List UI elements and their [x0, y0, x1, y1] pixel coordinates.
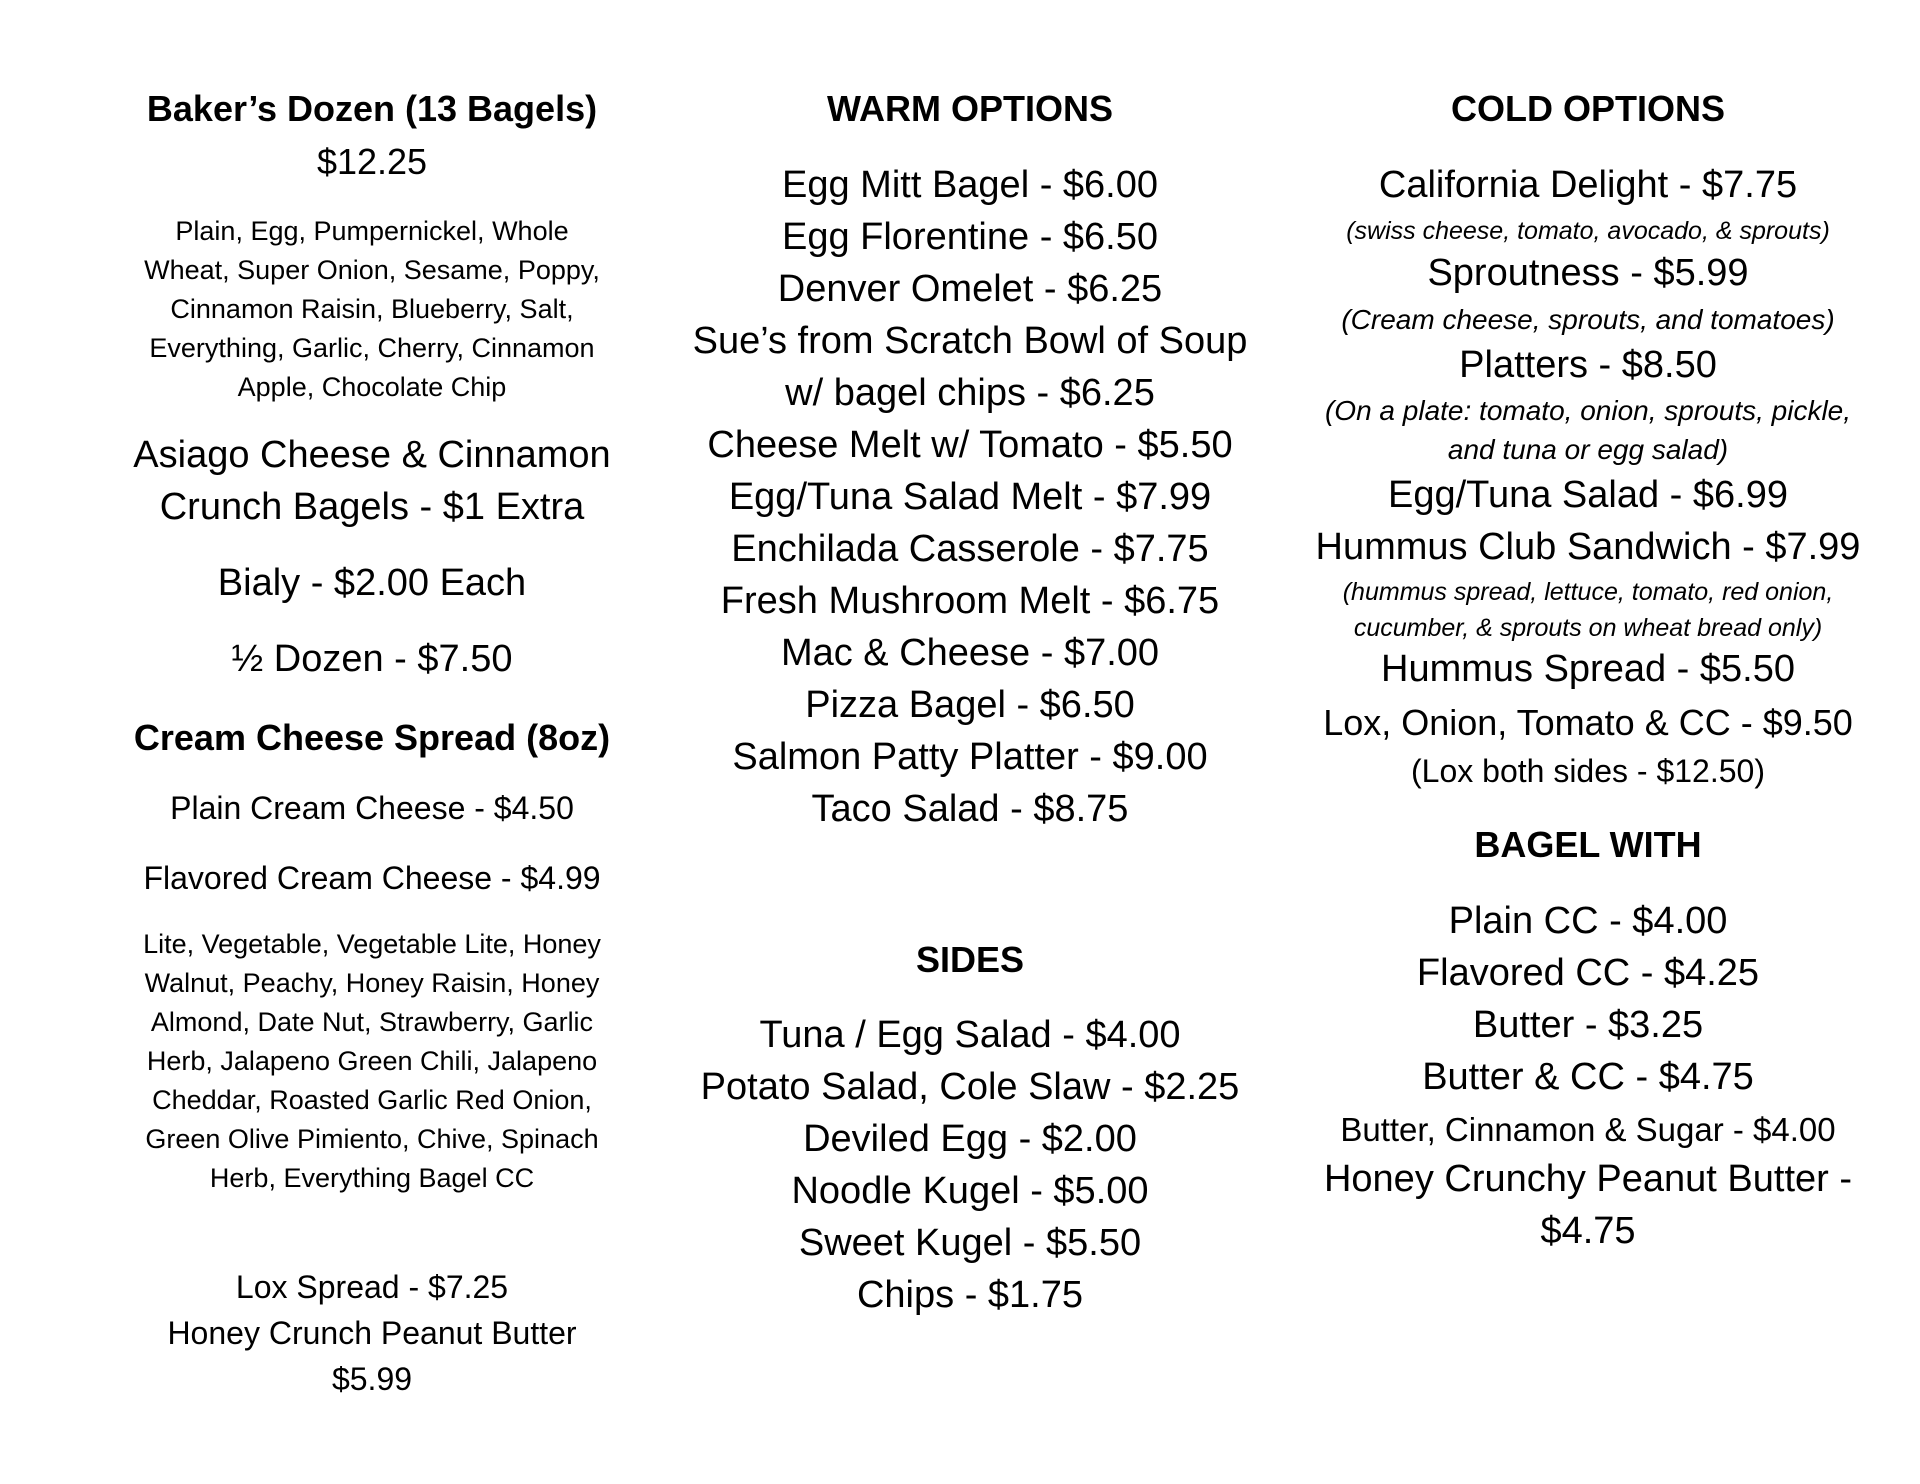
- warm-item: Egg Mitt Bagel - $6.00: [782, 164, 1158, 206]
- sides-title: SIDES: [915, 939, 1025, 980]
- warm-item: Pizza Bagel - $6.50: [805, 684, 1135, 726]
- hummus-spread-item: Hummus Spread - $5.50: [1381, 648, 1795, 690]
- california-desc: (swiss cheese, tomato, avocado, & sprouts): [1346, 217, 1830, 245]
- bagel-flavors-line: Apple, Chocolate Chip: [237, 372, 507, 402]
- honey-crunch-line: $5.99: [331, 1361, 413, 1397]
- bagel-with-item: Honey Crunchy Peanut Butter -: [1323, 1158, 1853, 1200]
- warm-item: Salmon Patty Platter - $9.00: [732, 736, 1208, 778]
- asiago-line: Crunch Bagels - $1 Extra: [159, 486, 585, 528]
- bakers-dozen-price: $12.25: [316, 141, 428, 182]
- bagel-with-item: Butter - $3.25: [1472, 1004, 1704, 1046]
- bagel-flavors-line: Cinnamon Raisin, Blueberry, Salt,: [170, 294, 574, 324]
- warm-item: Enchilada Casserole - $7.75: [731, 528, 1209, 570]
- lox-spread-item: Lox Spread - $7.25: [235, 1269, 509, 1305]
- side-item: Deviled Egg - $2.00: [803, 1118, 1137, 1160]
- cc-flavors-line: Cheddar, Roasted Garlic Red Onion,: [152, 1085, 592, 1115]
- warm-item: Sue’s from Scratch Bowl of Soup: [692, 320, 1248, 362]
- cc-flavors-line: Herb, Everything Bagel CC: [209, 1163, 535, 1193]
- side-item: Chips - $1.75: [856, 1274, 1083, 1316]
- hummus-club-item: Hummus Club Sandwich - $7.99: [1315, 526, 1861, 568]
- warm-item: Mac & Cheese - $7.00: [780, 632, 1160, 674]
- side-item: Sweet Kugel - $5.50: [798, 1222, 1142, 1264]
- lox-both-item: (Lox both sides - $12.50): [1411, 753, 1765, 789]
- bagel-with-item: $4.75: [1540, 1210, 1636, 1252]
- bagel-flavors-line: Wheat, Super Onion, Sesame, Poppy,: [144, 255, 600, 285]
- bagel-flavors-line: Plain, Egg, Pumpernickel, Whole: [175, 216, 569, 246]
- platters-desc: and tuna or egg salad): [1447, 434, 1729, 465]
- egg-tuna-salad-item: Egg/Tuna Salad - $6.99: [1388, 474, 1788, 516]
- warm-item: Egg/Tuna Salad Melt - $7.99: [728, 476, 1212, 518]
- plain-cream-cheese-item: Plain Cream Cheese - $4.50: [170, 790, 574, 826]
- cc-flavors-line: Lite, Vegetable, Vegetable Lite, Honey: [143, 929, 601, 959]
- bagel-flavors-line: Everything, Garlic, Cherry, Cinnamon: [149, 333, 595, 363]
- bagel-with-item: Plain CC - $4.00: [1448, 900, 1728, 942]
- bagel-with-title: BAGEL WITH: [1474, 824, 1702, 865]
- half-dozen-item: ½ Dozen - $7.50: [231, 638, 513, 680]
- cc-flavors-line: Almond, Date Nut, Strawberry, Garlic: [150, 1007, 594, 1037]
- cc-flavors-line: Walnut, Peachy, Honey Raisin, Honey: [144, 968, 600, 998]
- side-item: Noodle Kugel - $5.00: [791, 1170, 1149, 1212]
- platters-desc: (On a plate: tomato, onion, sprouts, pickle,: [1324, 395, 1852, 426]
- bagel-with-item: Flavored CC - $4.25: [1416, 952, 1760, 994]
- honey-crunch-line: Honey Crunch Peanut Butter: [167, 1315, 577, 1351]
- hummus-club-desc: cucumber, & sprouts on wheat bread only): [1353, 614, 1823, 642]
- california-item: California Delight - $7.75: [1378, 164, 1798, 206]
- hummus-club-desc: (hummus spread, lettuce, tomato, red onion,: [1342, 578, 1834, 606]
- sproutness-desc: (Cream cheese, sprouts, and tomatoes): [1341, 304, 1835, 335]
- bagel-with-item: Butter & CC - $4.75: [1422, 1056, 1754, 1098]
- warm-item: w/ bagel chips - $6.25: [785, 372, 1155, 414]
- warm-item: Egg Florentine - $6.50: [781, 216, 1158, 258]
- cold-options-title: COLD OPTIONS: [1450, 88, 1725, 129]
- platters-item: Platters - $8.50: [1459, 344, 1717, 386]
- bagel-with-item: Butter, Cinnamon & Sugar - $4.00: [1340, 1111, 1836, 1148]
- cc-flavors-line: Green Olive Pimiento, Chive, Spinach: [145, 1124, 599, 1154]
- asiago-line: Asiago Cheese & Cinnamon: [133, 434, 611, 476]
- cc-flavors-line: Herb, Jalapeno Green Chili, Jalapeno: [146, 1046, 598, 1076]
- cream-cheese-title: Cream Cheese Spread (8oz): [133, 717, 611, 758]
- warm-item: Fresh Mushroom Melt - $6.75: [720, 580, 1220, 622]
- lox-onion-item: Lox, Onion, Tomato & CC - $9.50: [1323, 702, 1853, 743]
- bakers-dozen-title: Baker’s Dozen (13 Bagels): [146, 88, 598, 129]
- sproutness-item: Sproutness - $5.99: [1427, 252, 1749, 294]
- side-item: Potato Salad, Cole Slaw - $2.25: [700, 1066, 1240, 1108]
- warm-item: Cheese Melt w/ Tomato - $5.50: [707, 424, 1233, 466]
- warm-item: Denver Omelet - $6.25: [777, 268, 1163, 310]
- bialy-item: Bialy - $2.00 Each: [217, 562, 527, 604]
- warm-item: Taco Salad - $8.75: [811, 788, 1129, 830]
- flavored-cream-cheese-item: Flavored Cream Cheese - $4.99: [143, 860, 601, 896]
- side-item: Tuna / Egg Salad - $4.00: [759, 1014, 1181, 1056]
- warm-options-title: WARM OPTIONS: [827, 88, 1113, 129]
